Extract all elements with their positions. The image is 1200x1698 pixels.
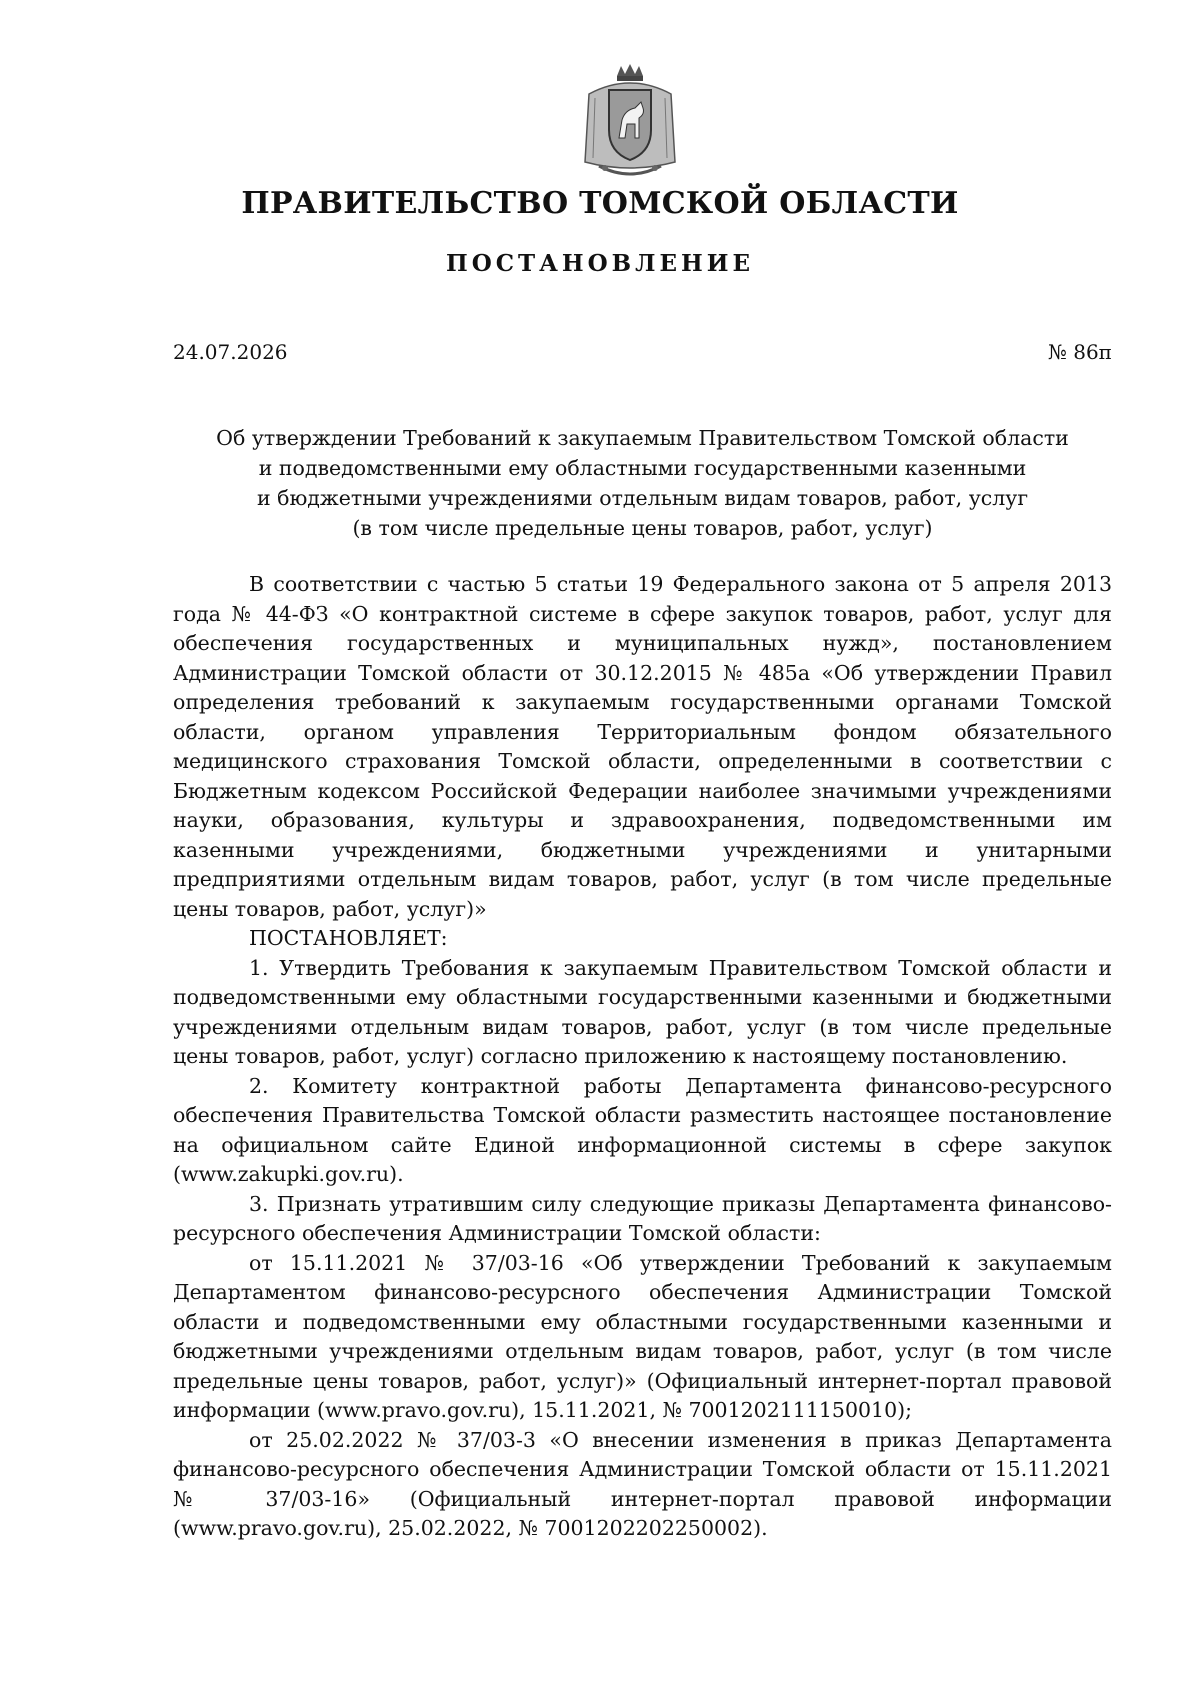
organization-title: ПРАВИТЕЛЬСТВО ТОМСКОЙ ОБЛАСТИ xyxy=(241,186,959,221)
title-line: (в том числе предельные цены товаров, работ, услуг) xyxy=(352,516,933,540)
title-line: и бюджетными учреждениями отдельным видам товаров, работ, услуг xyxy=(256,486,1029,510)
preamble-paragraph: В соответствии с частью 5 статьи 19 Федерального закона от 5 апреля 2013 года № 44-ФЗ «О контрактной системе в сфере закупок товаров, работ, услуг для обеспечения государственных и муниципальных нужд», постановлением Администрации Томской области от 30.12.2015 № 485а «Об утверждении Правил определения требований к закупаемым государственными органами Томской области, органом управления Территориальным фондом обязательного медицинского страхования Томской области, определенными в соответствии с Бюджетным кодексом Российской Федерации наиболее значимыми учреждениями науки, образования, культуры и здравоохранения, подведомственными им казенными учреждениями, бюджетными учреждениями и унитарными предприятиями отдельным видам товаров, работ, услуг (в том числе предельные цены товаров, работ, услуг)» xyxy=(173,572,1112,921)
clause-3-subitem-b: от 25.02.2022 № 37/03-3 «О внесении изменения в приказ Департамента финансово-ресурсного обеспечения Администрации Томской области от 15.11.2021 № 37/03-16» (Официальный интернет-портал правовой информации (www.pravo.gov.ru), 25.02.2022, № 7001202202250002). xyxy=(173,1427,1112,1540)
clause-3-subitem-a: от 15.11.2021 № 37/03-16 «Об утверждении Требований к закупаемым Департаментом финансово-ресурсного обеспечения Администрации Томской области и подведомственными ему областными государственными казенными и бюджетными учреждениями отдельным видам товаров, работ, услуг (в том числе предельные цены товаров, работ, услуг)» (Официальный интернет-портал правовой информации (www.pravo.gov.ru), 15.11.2021, № 7001202111150010); xyxy=(173,1250,1112,1422)
clause-3: 3. Признать утратившим силу следующие приказы Департамента финансово-ресурсного обеспечения Администрации Томской области: xyxy=(173,1191,1112,1245)
clause-2: 2. Комитету контрактной работы Департамента финансово-ресурсного обеспечения Правительства Томской области разместить настоящее постановление на официальном сайте Единой информационной системы в сфере закупок (www.zakupki.gov.ru). xyxy=(173,1073,1112,1186)
document-type-title: ПОСТАНОВЛЕНИЕ xyxy=(446,250,754,277)
document-date: 24.07.2026 xyxy=(173,340,288,364)
clause-1: 1. Утвердить Требования к закупаемым Правительством Томской области и подведомственными ему областными государственными казенными и бюджетными учреждениями отдельным видам товаров, работ, услуг (в том числе предельные цены товаров, работ, услуг) согласно приложению к настоящему постановлению. xyxy=(173,955,1112,1068)
document-body xyxy=(173,570,1112,1544)
title-line: Об утверждении Требований к закупаемым Правительством Томской области xyxy=(216,426,1069,450)
resolves-heading: ПОСТАНОВЛЯЕТ: xyxy=(249,926,448,950)
coat-of-arms-icon xyxy=(575,62,685,182)
document-subject-title xyxy=(173,423,1112,543)
title-line: и подведомственными ему областными государственными казенными xyxy=(258,456,1027,480)
document-number: № 86п xyxy=(1047,340,1112,364)
